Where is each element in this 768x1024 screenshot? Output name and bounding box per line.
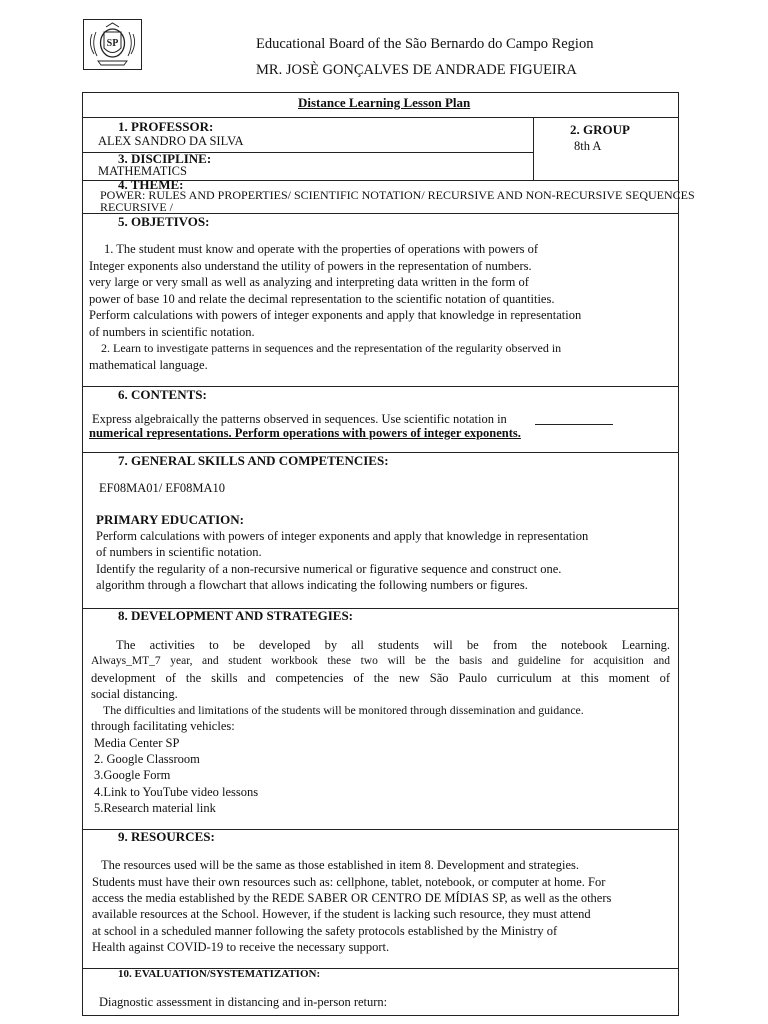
resources-line: access the media established by the REDE SABER OR CENTRO DE MÍDIAS SP, as well as the others — [92, 891, 612, 905]
seal-icon — [84, 20, 141, 69]
resources-line: at school in a scheduled manner following the safety protocols established by the Ministry of — [92, 924, 558, 938]
objective-line: power of base 10 and relate the decimal representation to the scientific notation of quantities. — [89, 292, 555, 306]
list-item: 2. Google Classroom — [94, 752, 200, 766]
objective-line: 2. Learn to investigate patterns in sequences and the representation of the regularity observed in — [101, 341, 562, 355]
divider — [533, 117, 534, 180]
contents-line: Express algebraically the patterns observed in sequences. Use scientific notation in — [92, 412, 507, 426]
resources-label: 9. RESOURCES: — [118, 829, 215, 844]
primary-education-label: PRIMARY EDUCATION: — [96, 512, 244, 527]
objectives-label: 5. OBJETIVOS: — [118, 214, 210, 229]
development-line: social distancing. — [91, 687, 178, 701]
development-line: through facilitating vehicles: — [91, 719, 235, 733]
contents-line: numerical representations. Perform operations with powers of integer exponents. — [89, 426, 521, 440]
skills-label: 7. GENERAL SKILLS AND COMPETENCIES: — [118, 453, 389, 468]
theme-label: 4. THEME: — [118, 177, 184, 192]
development-label: 8. DEVELOPMENT AND STRATEGIES: — [118, 608, 354, 623]
development-line: The difficulties and limitations of the students will be monitored through dissemination and guidance. — [103, 703, 584, 717]
resources-line: Health against COVID-19 to receive the necessary support. — [92, 940, 390, 954]
svg-text:SP: SP — [106, 38, 119, 49]
skills-codes: EF08MA01/ EF08MA10 — [99, 481, 226, 495]
resources-line: Students must have their own resources such as: cellphone, tablet, notebook, or computer at home. For — [92, 875, 606, 889]
board-name: Educational Board of the São Bernardo do Campo Region — [256, 36, 594, 52]
development-line: The activities to be developed by all students will be from the notebook Learning. — [116, 638, 670, 652]
contents-label: 6. CONTENTS: — [118, 387, 207, 402]
skill-line: algorithm through a flowchart that allows indicating the following numbers or figures. — [96, 578, 528, 592]
objective-line: mathematical language. — [89, 358, 208, 372]
objective-line: 1. The student must know and operate with the properties of operations with powers of — [104, 242, 539, 256]
evaluation-label: 10. EVALUATION/SYSTEMATIZATION: — [118, 968, 321, 980]
professor-label: 1. PROFESSOR: — [118, 119, 214, 134]
list-item: Media Center SP — [94, 736, 180, 750]
theme-line: POWER: RULES AND PROPERTIES/ SCIENTIFIC NOTATION/ RECURSIVE AND NON-RECURSIVE SEQUENCES — [100, 188, 695, 202]
development-line: development of the skills and competencies of the new São Paulo curriculum at this moment of — [91, 671, 670, 685]
divider — [82, 117, 679, 118]
group-label: 2. GROUP — [570, 122, 630, 137]
resources-line: The resources used will be the same as those established in item 8. Development and strategies. — [101, 858, 579, 872]
objective-line: very large or very small as well as analyzing and interpreting data written in the form of — [89, 275, 529, 289]
theme-line: RECURSIVE / — [100, 200, 174, 214]
objective-line: Perform calculations with powers of integer exponents and apply that knowledge in representation — [89, 308, 582, 322]
evaluation-line: Diagnostic assessment in distancing and in-person return: — [99, 995, 388, 1009]
group-value: 8th A — [574, 139, 602, 153]
list-item: 3.Google Form — [94, 768, 171, 782]
skill-line: of numbers in scientific notation. — [96, 545, 262, 559]
form-title: Distance Learning Lesson Plan — [298, 95, 471, 110]
list-item: 4.Link to YouTube video lessons — [94, 785, 259, 799]
discipline-label: 3. DISCIPLINE: — [118, 151, 212, 166]
state-seal-logo — [83, 19, 142, 70]
resources-line: available resources at the School. However, if the student is lacking such resource, they must attend — [92, 907, 591, 921]
skill-line: Identify the regularity of a non-recursive numerical or figurative sequence and construct one. — [96, 562, 562, 576]
school-name: MR. JOSÈ GONÇALVES DE ANDRADE FIGUEIRA — [256, 62, 577, 78]
objective-line: Integer exponents also understand the utility of powers in the representation of numbers. — [89, 259, 532, 273]
list-item: 5.Research material link — [94, 801, 216, 815]
professor-value: ALEX SANDRO DA SILVA — [98, 134, 244, 148]
objective-line: of numbers in scientific notation. — [89, 325, 255, 339]
skill-line: Perform calculations with powers of integer exponents and apply that knowledge in representation — [96, 529, 589, 543]
underline-rule — [535, 424, 613, 425]
discipline-value: MATHEMATICS — [98, 164, 187, 178]
development-line: Always_MT_7 year, and student workbook these two will be the basis and guideline for acquisition and — [91, 655, 670, 667]
